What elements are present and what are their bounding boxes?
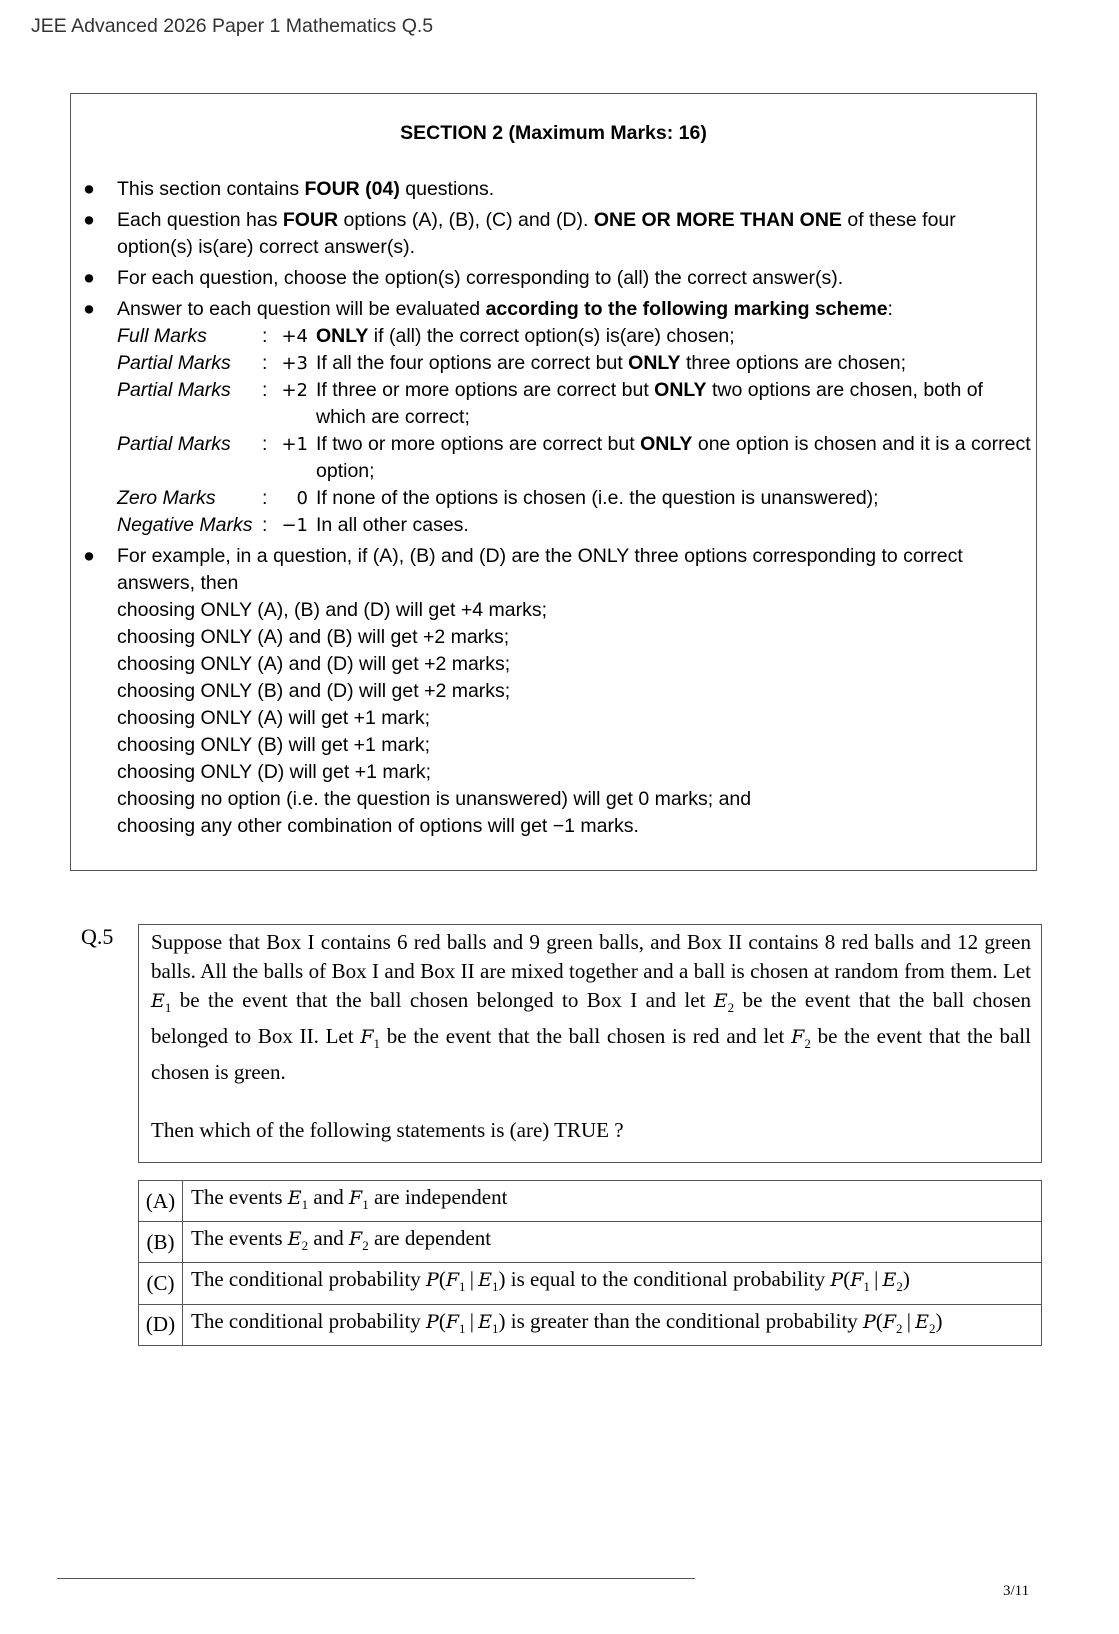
option-label: (D): [139, 1304, 183, 1345]
scheme-mark: −1: [281, 515, 308, 536]
scheme-description: [316, 350, 1037, 377]
text-run: If two or more options are correct but: [316, 433, 641, 455]
scheme-mark: 0: [296, 488, 308, 509]
scheme-row: [117, 323, 1037, 350]
instruction-bullet: [0, 296, 1017, 323]
text-run: In all other cases.: [316, 514, 469, 536]
option-label: (C): [139, 1263, 183, 1304]
example-line: choosing ONLY (A), (B) and (D) will get +4 marks;: [117, 599, 548, 621]
scheme-description: [316, 377, 1037, 431]
example-list: [0, 597, 1119, 840]
footer-divider: [57, 1578, 695, 1579]
question-prompt: Then which of the following statements is (are) TRUE ?: [151, 1118, 624, 1143]
scheme-row: [117, 485, 1037, 512]
text-run: one option is chosen and it is a correct option;: [316, 433, 1031, 482]
bullet-icon: ●: [83, 209, 95, 231]
example-line: choosing ONLY (B) and (D) will get +2 marks;: [117, 680, 511, 702]
text-run: of these four option(s) is(are) correct answer(s).: [117, 209, 956, 258]
option-row: [139, 1263, 1042, 1304]
scheme-mark: +1: [281, 434, 308, 455]
scheme-row: [117, 377, 1037, 431]
option-row: [139, 1304, 1042, 1345]
math-expression: $P(F_2$ | $E_2$): [863, 1308, 943, 1336]
bullet-icon: ●: [83, 545, 95, 567]
instruction-bullet: [0, 543, 1017, 597]
option-text: The events $E_2$ and $F_2$ are dependent: [183, 1222, 1042, 1263]
scheme-row: [117, 350, 1037, 377]
page-number: 3/11: [1003, 1583, 1030, 1599]
bold-text: FOUR (04): [304, 178, 400, 200]
text-run: Each question has: [117, 209, 283, 231]
scheme-label: Negative Marks: [117, 514, 253, 536]
instruction-bullet: [0, 265, 1017, 292]
scheme-mark: +2: [281, 380, 308, 401]
section-title: SECTION 2 (Maximum Marks: 16): [400, 122, 707, 144]
example-line: choosing no option (i.e. the question is unanswered) will get 0 marks; and: [117, 788, 752, 810]
scheme-label: Zero Marks: [117, 487, 216, 509]
option-row: [139, 1181, 1042, 1222]
example-line: choosing ONLY (B) will get +1 mark;: [117, 734, 431, 756]
scheme-colon: :: [262, 487, 268, 509]
text-run: questions.: [399, 178, 495, 200]
scheme-label: Partial Marks: [117, 433, 231, 455]
bold-text: ONLY: [628, 352, 681, 374]
math-expression: $P(F_1$ | $E_1$): [426, 1308, 506, 1336]
scheme-description: [316, 512, 1037, 539]
example-line: choosing ONLY (A) and (B) will get +2 marks;: [117, 626, 510, 648]
scheme-row: [117, 512, 1037, 539]
bold-text: ONLY: [640, 433, 693, 455]
scheme-colon: :: [262, 325, 268, 347]
scheme-colon: :: [262, 352, 268, 374]
question-stem: Suppose that Box I contains 6 red balls and 9 green balls, and Box II contains 8 red balls and 12 green balls. All the balls of Box I and Box II are mixed together and a ball is chosen at random from them. Let $E_1$ be the event that the ball chosen belonged to Box I and let $E_2$ be the event that the ball chosen belonged to Box II. Let $F_1$ be the event that the ball chosen is red and let $F_2$ be the event that the ball chosen is green.: [151, 930, 1031, 1085]
text-run: if (all) the correct option(s) is(are) chosen;: [368, 325, 735, 347]
text-run: For each question, choose the option(s) corresponding to (all) the correct answer(s).: [117, 267, 844, 289]
math-expression: $E_1$: [151, 990, 172, 1016]
math-expression: $E_2$: [713, 990, 735, 1016]
option-row: [139, 1222, 1042, 1263]
text-run: If none of the options is chosen (i.e. the question is unanswered);: [316, 487, 879, 509]
bold-text: ONE OR MORE THAN ONE: [593, 209, 842, 231]
math-expression: $F_2$: [791, 1026, 811, 1052]
scheme-description: [316, 485, 1037, 512]
math-expression: $P(F_1$ | $E_1$): [426, 1267, 506, 1295]
bold-text: according to the following marking scheme: [485, 298, 888, 320]
scheme-colon: :: [262, 379, 268, 401]
bold-text: ONLY: [654, 379, 707, 401]
example-line: choosing any other combination of options will get −1 marks.: [117, 815, 639, 837]
option-label: (A): [139, 1181, 183, 1222]
scheme-description: [316, 431, 1037, 485]
option-text: The conditional probability $P(F_1$ | $E_1$) is greater than the conditional probability $P(F_2$ | $E_2$): [183, 1304, 1042, 1345]
math-expression: $F_1$: [349, 1187, 369, 1213]
bold-text: FOUR: [282, 209, 339, 231]
scheme-row: [117, 431, 1037, 485]
bullet-icon: ●: [83, 298, 95, 320]
text-run: two options are chosen, both of which are correct;: [316, 379, 983, 428]
instructions-content: [0, 176, 1119, 840]
text-run: This section contains: [117, 178, 305, 200]
option-text: The events $E_1$ and $F_1$ are independent: [183, 1181, 1042, 1222]
text-run: three options are chosen;: [680, 352, 907, 374]
instruction-bullet: [0, 176, 1017, 203]
bullet-icon: ●: [83, 178, 95, 200]
question-box: [138, 924, 1042, 1163]
example-line: choosing ONLY (A) will get +1 mark;: [117, 707, 431, 729]
option-label: (B): [139, 1222, 183, 1263]
scheme-label: Partial Marks: [117, 352, 231, 374]
scheme-label: Full Marks: [117, 325, 207, 347]
scheme-mark: +4: [281, 326, 308, 347]
text-run: If three or more options are correct but: [316, 379, 655, 401]
instruction-bullet: [0, 207, 1017, 261]
scheme-label: Partial Marks: [117, 379, 231, 401]
text-run: Answer to each question will be evaluated: [117, 298, 486, 320]
math-expression: $F_2$: [349, 1228, 369, 1254]
math-expression: $E_2$: [287, 1228, 309, 1254]
text-run: options (A), (B), (C) and (D).: [338, 209, 594, 231]
example-line: choosing ONLY (A) and (D) will get +2 marks;: [117, 653, 511, 675]
scheme-mark: +3: [281, 353, 308, 374]
math-expression: $P(F_1$ | $E_2$): [830, 1267, 910, 1295]
question-number: Q.5: [81, 924, 114, 949]
option-text: The conditional probability $P(F_1$ | $E_1$) is equal to the conditional probability $P(F_1$ | $E_2$): [183, 1263, 1042, 1304]
marking-scheme: [0, 323, 1119, 539]
scheme-colon: :: [262, 514, 268, 536]
example-intro: For example, in a question, if (A), (B) and (D) are the ONLY three options corresponding to correct answers, then: [117, 545, 963, 594]
bold-text: ONLY: [316, 325, 369, 347]
example-line: choosing ONLY (D) will get +1 mark;: [117, 761, 432, 783]
text-run: If all the four options are correct but: [316, 352, 629, 374]
options-table: [138, 1180, 1042, 1346]
scheme-description: [316, 323, 1037, 350]
instruction-bullets: [0, 176, 1119, 323]
page-header: JEE Advanced 2026 Paper 1 Mathematics Q.5: [31, 15, 434, 37]
text-run: :: [887, 298, 893, 320]
math-expression: $F_1$: [360, 1026, 381, 1052]
scheme-colon: :: [262, 433, 268, 455]
bullet-icon: ●: [83, 267, 95, 289]
math-expression: $E_1$: [287, 1187, 309, 1213]
